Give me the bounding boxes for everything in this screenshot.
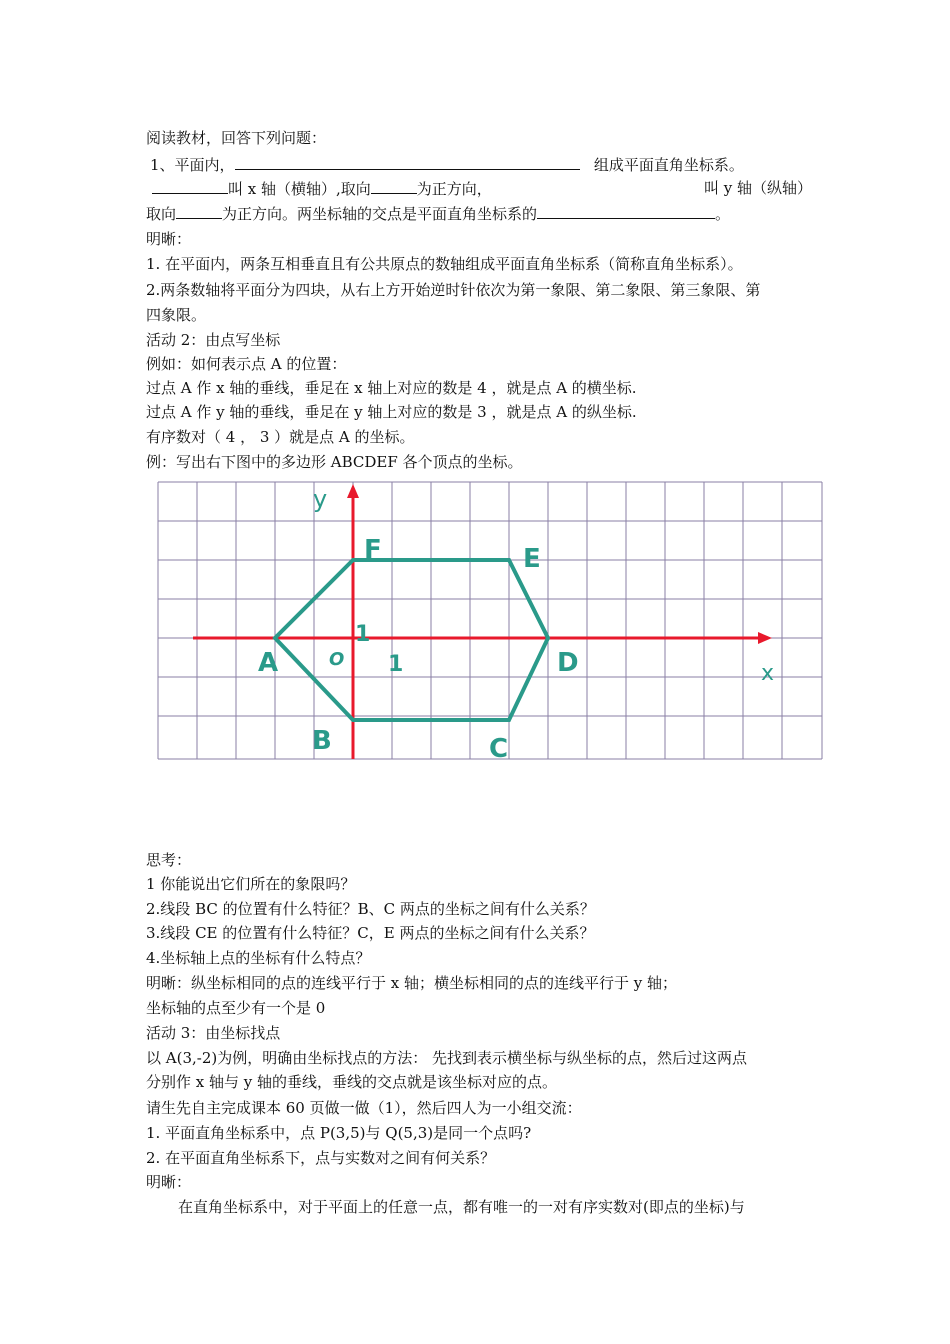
unit-label-x: 1	[388, 652, 404, 677]
activity-2-line-2: 过点 A 作 y 轴的垂线，垂足在 y 轴上对应的数是 3 ，就是点 A 的纵坐标.	[146, 403, 637, 421]
activity-2-task: 例：写出右下图中的多边形 ABCDEF 各个顶点的坐标。	[146, 453, 523, 471]
activity-2-title: 活动 2：由点写坐标	[146, 331, 281, 349]
clarify-point-2b: 四象限。	[146, 306, 207, 324]
grid-lines	[158, 482, 822, 759]
thinking-q3: 3.线段 CE 的位置有什么特征？C，E 两点的坐标之间有什么关系？	[146, 924, 595, 942]
q1-text-b: 组成平面直角坐标系。	[593, 156, 744, 174]
thinking-title: 思考：	[146, 851, 192, 869]
clarify-point-2a: 2.两条数轴将平面分为四块，从右上方开始逆时针依次为第一象限、第二象限、第三象限、第	[146, 281, 761, 299]
origin-label: O	[329, 649, 345, 670]
clarify-point-1: 1. 在平面内，两条互相垂直且有公共原点的数轴组成平面直角坐标系（简称直角坐标系）。	[146, 255, 743, 273]
reading-heading: 阅读教材，回答下列问题：	[146, 129, 327, 147]
vertex-label-c: C	[489, 734, 509, 761]
coordinate-grid-figure	[157, 481, 823, 761]
vertex-label-b: B	[312, 726, 332, 756]
thinking-clarify-2: 坐标轴的点至少有一个是 0	[146, 999, 326, 1017]
blank-plane-system	[235, 154, 580, 170]
q1-text-h: 。	[715, 205, 731, 223]
question-1-line-3	[146, 203, 730, 224]
y-axis-arrow	[347, 484, 359, 498]
vertex-label-a: A	[258, 648, 279, 678]
vertex-label-e: E	[523, 544, 541, 574]
polygon-abcdef	[275, 560, 548, 720]
y-axis-label: y	[313, 485, 328, 513]
activity-3-line-1: 以 A(3,-2)为例，明确由坐标找点的方法： 先找到表示横坐标与纵坐标的点，然后过这两点	[146, 1049, 747, 1067]
q1-text-c: 叫 x 轴（横轴）,取向	[228, 180, 371, 198]
activity-3-title: 活动 3：由坐标找点	[146, 1024, 281, 1042]
activity-3-clarify-text: 在直角坐标系中，对于平面上的任意一点，都有唯一的一对有序实数对(即点的坐标)与	[178, 1198, 745, 1216]
activity-3-line-3: 请生先自主完成课本 60 页做一做（1），然后四人为一小组交流：	[146, 1099, 582, 1117]
clarify-label-1: 明晰：	[146, 230, 192, 248]
thinking-q1: 1 你能说出它们所在的象限吗？	[146, 875, 356, 893]
q1-text-g: 为正方向。两坐标轴的交点是平面直角坐标系的	[222, 205, 538, 223]
question-1-line-2	[152, 178, 492, 199]
q1-text-f: 取向	[146, 205, 177, 223]
thinking-q2: 2.线段 BC 的位置有什么特征？B、C 两点的坐标之间有什么关系？	[146, 900, 595, 918]
axes	[193, 484, 775, 759]
blank-x-axis	[152, 178, 228, 194]
activity-2-example: 例如：如何表示点 A 的位置：	[146, 355, 347, 373]
thinking-q4: 4.坐标轴上点的坐标有什么特点？	[146, 949, 371, 967]
blank-origin	[537, 203, 715, 219]
activity-3-clarify-label: 明晰：	[146, 1173, 192, 1191]
blank-x-direction	[371, 178, 417, 194]
activity-3-q1: 1. 平面直角坐标系中，点 P(3,5)与 Q(5,3)是同一个点吗?	[146, 1124, 532, 1142]
q1-text-a: 1、平面内，	[150, 156, 235, 174]
question-1-line-1	[150, 154, 744, 175]
activity-3-q2: 2. 在平面直角坐标系下，点与实数对之间有何关系？	[146, 1149, 496, 1167]
activity-2-line-3: 有序数对（ 4 ， 3 ）就是点 A 的坐标。	[146, 428, 415, 446]
thinking-clarify-1: 明晰：纵坐标相同的点的连线平行于 x 轴；横坐标相同的点的连线平行于 y 轴；	[146, 974, 678, 992]
vertex-label-f: F	[364, 535, 382, 565]
x-axis-label: x	[761, 661, 775, 686]
q1-text-e: 叫 y 轴（纵轴）	[704, 179, 813, 197]
unit-label-y: 1	[355, 622, 371, 647]
activity-3-line-2: 分别作 x 轴与 y 轴的垂线，垂线的交点就是该坐标对应的点。	[146, 1073, 558, 1091]
vertex-label-d: D	[557, 648, 579, 678]
blank-y-direction	[176, 203, 222, 219]
x-axis-arrow	[758, 632, 772, 644]
activity-2-line-1: 过点 A 作 x 轴的垂线，垂足在 x 轴上对应的数是 4 ，就是点 A 的横坐标.	[146, 379, 637, 397]
q1-text-d: 为正方向，	[416, 180, 492, 198]
